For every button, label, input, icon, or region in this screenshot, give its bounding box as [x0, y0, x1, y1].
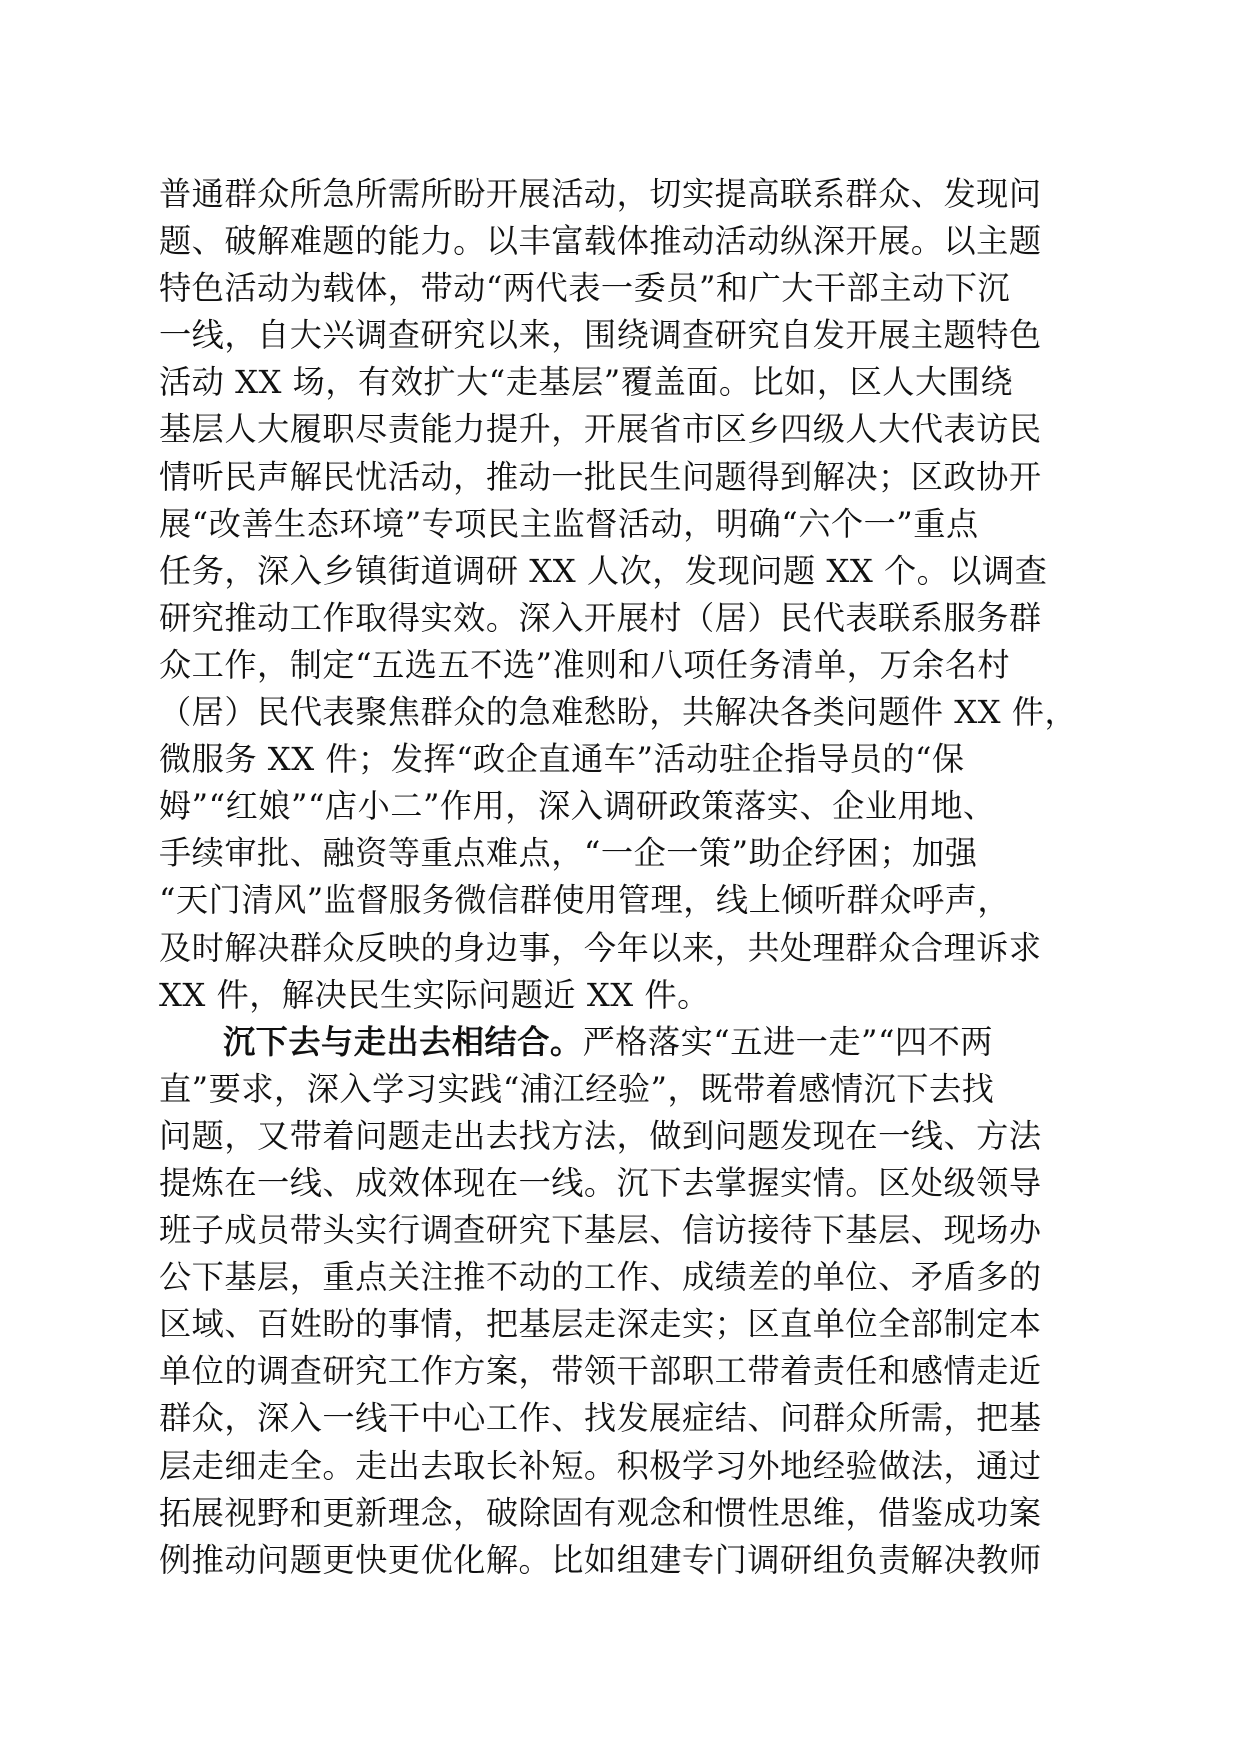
- paragraph-1-line: 活动 XX 场，有效扩大“走基层”覆盖面。比如，区人大围绕: [159, 363, 1014, 402]
- paragraph-1-line: 微服务 XX 件；发挥“政企直通车”活动驻企指导员的“保: [159, 740, 965, 779]
- paragraph-2-line: 群众，深入一线干中心工作、找发展症结、问群众所需，把基: [159, 1399, 1042, 1438]
- paragraph-2-line: 班子成员带头实行调查研究下基层、信访接待下基层、现场办: [159, 1211, 1042, 1250]
- section-heading: 沉下去与走出去相结合。: [223, 1022, 583, 1061]
- paragraph-2-first-line: [159, 1019, 1083, 1066]
- paragraph-2-line: 单位的调查研究工作方案，带领干部职工带着责任和感情走近: [159, 1352, 1042, 1391]
- paragraph-1-line: 任务，深入乡镇街道调研 XX 人次，发现问题 XX 个。以调查: [159, 551, 1048, 590]
- paragraph-1-line: 题、破解难题的能力。以丰富载体推动活动纵深开展。以主题: [159, 222, 1042, 261]
- paragraph-1-line: 及时解决群众反映的身边事，今年以来，共处理群众合理诉求: [159, 928, 1042, 967]
- paragraph-2-line: 例推动问题更快更优化解。比如组建专门调研组负责解决教师: [159, 1540, 1042, 1579]
- paragraph-1-line: 手续审批、融资等重点难点，“一企一策”助企纾困；加强: [159, 834, 978, 873]
- paragraph-1-line: 普通群众所急所需所盼开展活动，切实提高联系群众、发现问: [159, 175, 1042, 213]
- body-text: [159, 171, 1083, 1584]
- paragraph-1-line: 基层人大履职尽责能力提升，开展省市区乡四级人大代表访民: [159, 410, 1042, 449]
- paragraph-1-line: “天门清风”监督服务微信群使用管理，线上倾听群众呼声，: [159, 881, 1011, 920]
- paragraph-1-line: 特色活动为载体，带动“两代表一委员”和广大干部主动下沉: [159, 269, 1011, 308]
- paragraph-1-line: （居）民代表聚焦群众的急难愁盼，共解决各类问题件 XX 件，: [159, 693, 1078, 732]
- paragraph-1-line: 研究推动工作取得实效。深入开展村（居）民代表联系服务群: [159, 598, 1042, 637]
- paragraph-1-line: XX 件，解决民生实际问题近 XX 件。: [159, 975, 710, 1014]
- paragraph-1-line: 众工作，制定“五选五不选”准则和八项任务清单，万余名村: [159, 645, 1011, 684]
- paragraph-1-line: 展“改善生态环境”专项民主监督活动，明确“六个一”重点: [159, 504, 979, 543]
- paragraph-2-line: 问题，又带着问题走出去找方法，做到问题发现在一线、方法: [159, 1116, 1042, 1155]
- paragraph-2-line: 提炼在一线、成效体现在一线。沉下去掌握实情。区处级领导: [159, 1163, 1042, 1202]
- paragraph-2-line: 拓展视野和更新理念，破除固有观念和惯性思维，借鉴成功案: [159, 1493, 1042, 1532]
- paragraph-2-line: 层走细走全。走出去取长补短。积极学习外地经验做法，通过: [159, 1446, 1042, 1485]
- paragraph-2-first-line-text: 严格落实“五进一走”“四不两: [582, 1022, 993, 1061]
- paragraph-1-line: 情听民声解民忧活动，推动一批民生问题得到解决；区政协开: [159, 457, 1042, 496]
- paragraph-2-line: 直”要求，深入学习实践“浦江经验”，既带着感情沉下去找: [159, 1069, 995, 1108]
- paragraph-1-line: 一线，自大兴调查研究以来，围绕调查研究自发开展主题特色: [159, 316, 1042, 355]
- paragraph-1-line: 姆”“红娘”“店小二”作用，深入调研政策落实、企业用地、: [159, 787, 996, 826]
- paragraph-2-line: 区域、百姓盼的事情，把基层走深走实；区直单位全部制定本: [159, 1305, 1042, 1344]
- paragraph-2-line: 公下基层，重点关注推不动的工作、成绩差的单位、矛盾多的: [159, 1258, 1042, 1297]
